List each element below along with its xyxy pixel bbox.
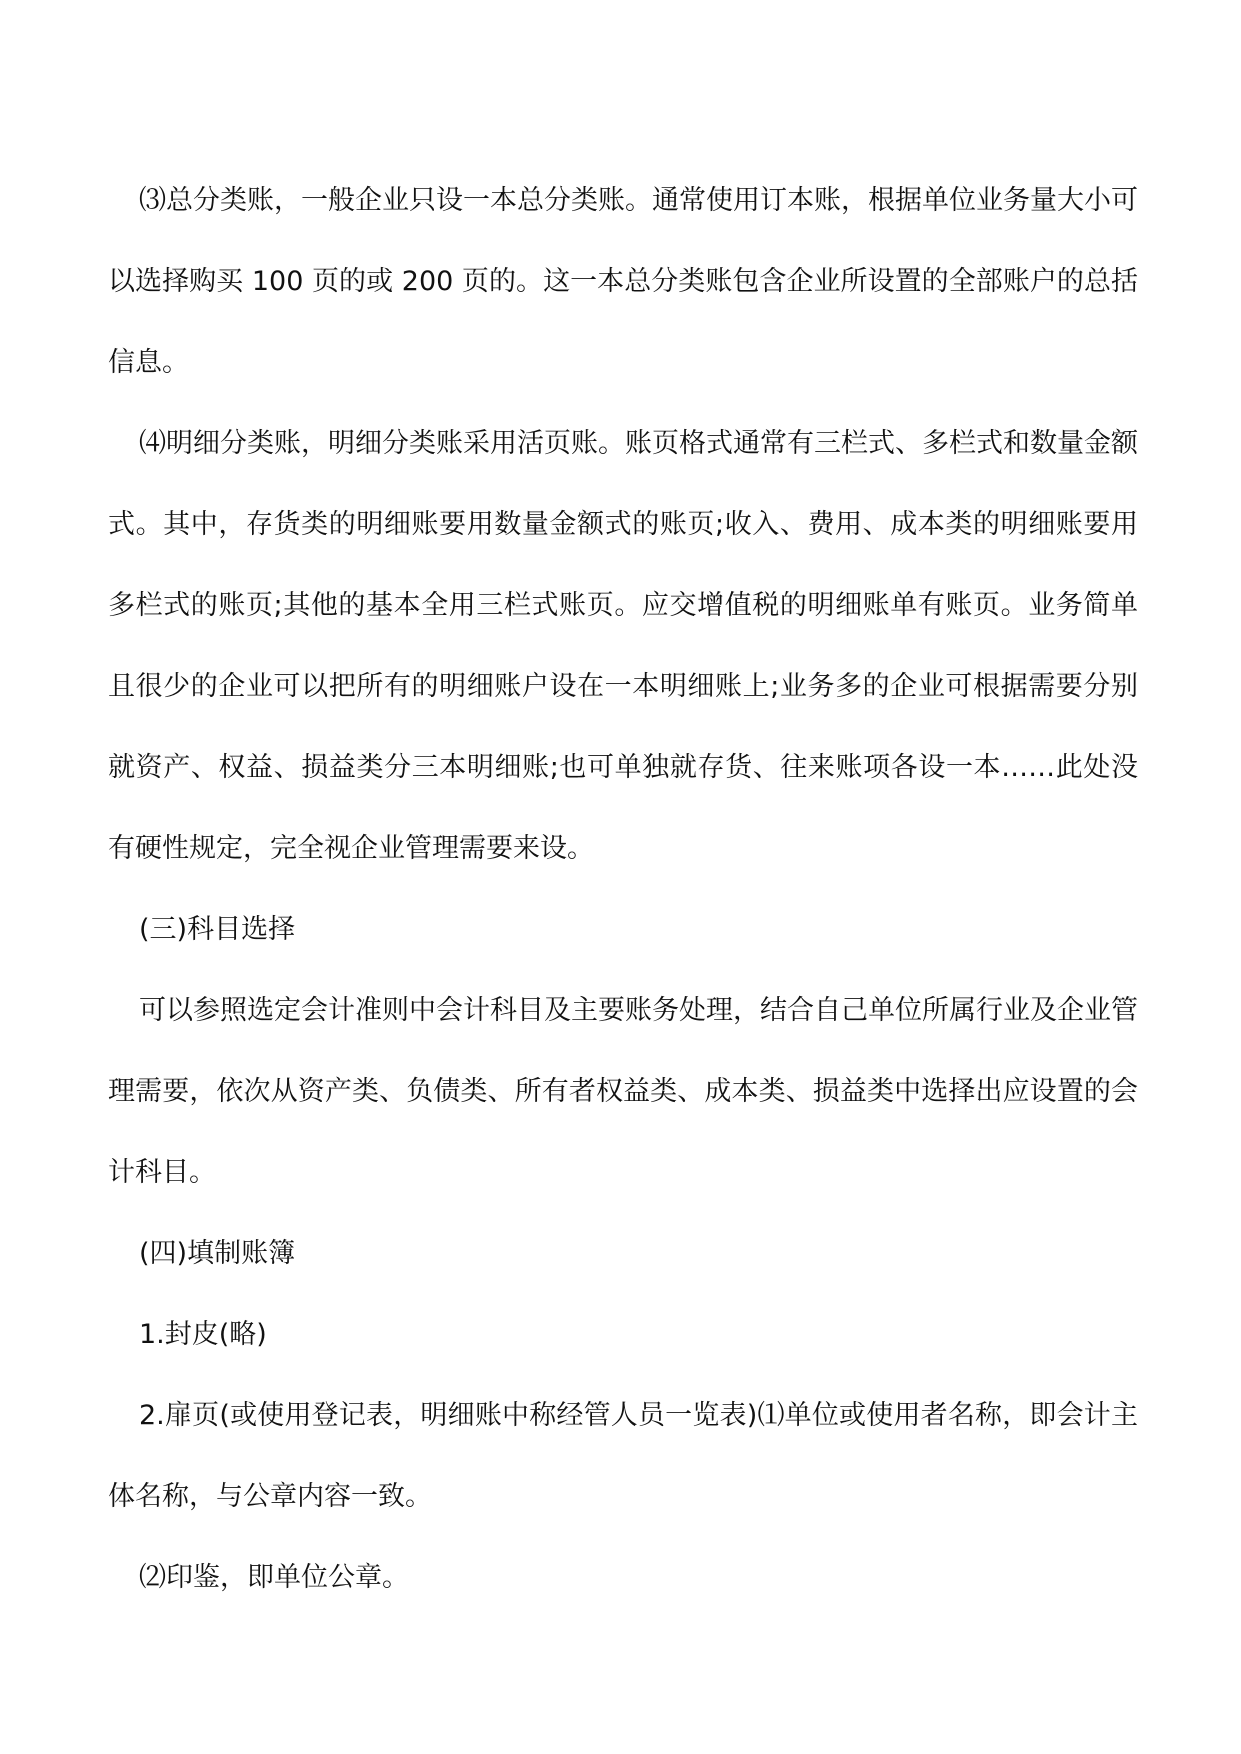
paragraph-account-selection: 可以参照选定会计准则中会计科目及主要账务处理，结合自己单位所属行业及企业管理需要，依次从资产类、负债类、所有者权益类、成本类、损益类中选择出应设置的会计科目。: [108, 995, 1138, 1188]
heading-account-selection: (三)科目选择: [139, 914, 296, 945]
paragraph-subsidiary-ledger: ⑷明细分类账，明细分类账采用活页账。账页格式通常有三栏式、多栏式和数量金额式。其中，存货类的明细账要用数量金额式的账页;收入、费用、成本类的明细账要用多栏式的账页;其他的基本全用三栏式账页。应交增值税的明细账单有账页。业务简单且很少的企业可以把所有的明细账户设在一本明细账上;业务多的企业可根据需要分别就资产、权益、损益类分三本明细账;也可单独就存货、往来账项各设一本……此处没有硬性规定，完全视企业管理需要来设。: [108, 428, 1138, 864]
document-body: [108, 160, 1138, 1618]
item-seal: ⑵印鉴，即单位公章。: [139, 1562, 409, 1593]
item-title-page: 2.扉页(或使用登记表，明细账中称经管人员一览表)⑴单位或使用者名称，即会计主体名称，与公章内容一致。: [108, 1400, 1138, 1512]
heading-fill-ledger: (四)填制账簿: [139, 1238, 296, 1269]
item-cover: 1.封皮(略): [139, 1319, 267, 1350]
paragraph-general-ledger: ⑶总分类账，一般企业只设一本总分类账。通常使用订本账，根据单位业务量大小可以选择购买 100 页的或 200 页的。这一本总分类账包含企业所设置的全部账户的总括信息。: [108, 185, 1138, 378]
